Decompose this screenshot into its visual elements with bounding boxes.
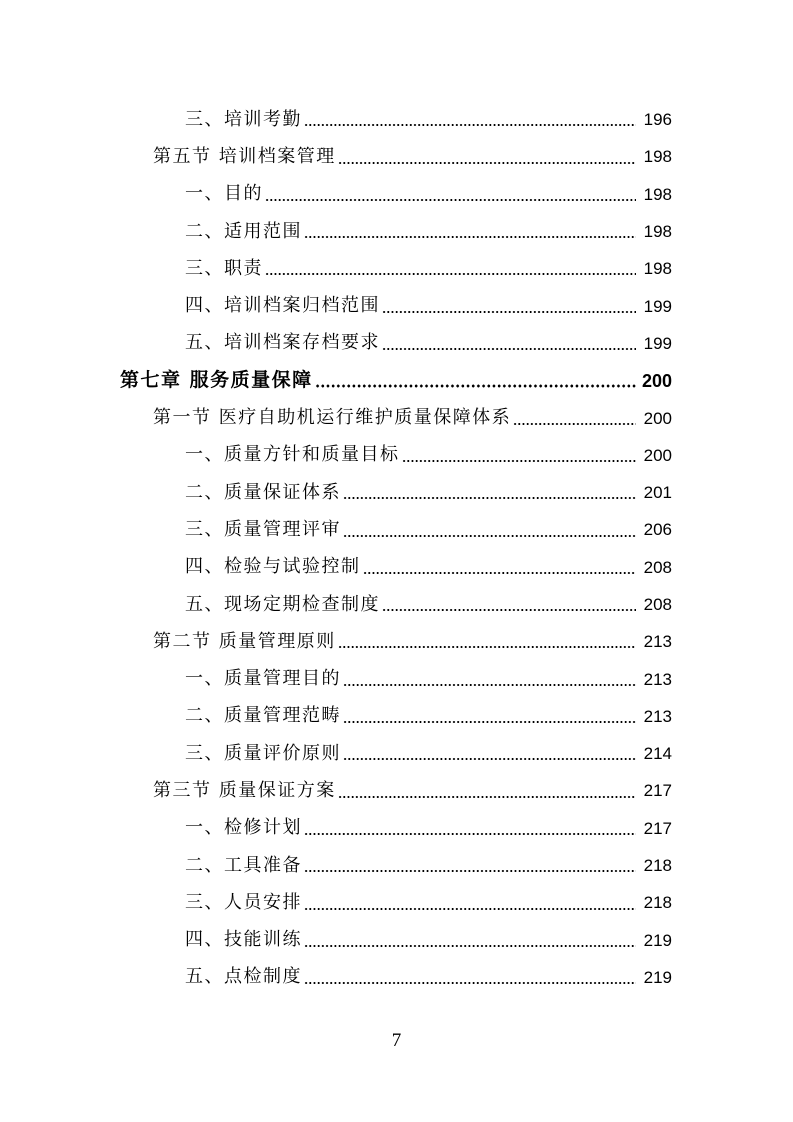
toc-entry-page: 213 <box>643 669 672 689</box>
toc-entry-page: 213 <box>643 706 672 726</box>
dot-leader <box>363 571 637 575</box>
toc-entry-item[interactable] <box>0 586 793 623</box>
toc-entry-page: 196 <box>643 110 672 130</box>
toc-entry-chapter[interactable] <box>0 362 793 399</box>
page-number: 7 <box>391 1030 402 1051</box>
dot-leader <box>304 235 636 239</box>
table-of-contents <box>0 101 793 996</box>
toc-entry-section[interactable] <box>0 772 793 809</box>
toc-entry-item[interactable] <box>0 287 793 324</box>
toc-entry-page: 199 <box>643 296 672 316</box>
toc-entry-label: 四、技能训练 <box>185 929 302 951</box>
toc-entry-page: 200 <box>643 445 672 465</box>
dot-leader <box>402 459 637 463</box>
toc-entry-page: 200 <box>643 408 672 428</box>
toc-entry-label: 二、质量保证体系 <box>185 481 341 503</box>
toc-entry-item[interactable] <box>0 511 793 548</box>
toc-entry-label: 第五节 培训档案管理 <box>153 145 336 167</box>
toc-entry-section[interactable] <box>0 138 793 175</box>
toc-entry-item[interactable] <box>0 549 793 586</box>
toc-entry-item[interactable] <box>0 213 793 250</box>
toc-entry-page: 200 <box>641 370 672 391</box>
dot-leader <box>343 757 636 761</box>
toc-entry-label: 一、质量方针和质量目标 <box>185 444 400 466</box>
toc-entry-page: 198 <box>643 222 672 242</box>
toc-entry-page: 198 <box>643 147 672 167</box>
toc-entry-item[interactable] <box>0 660 793 697</box>
dot-leader <box>382 310 636 314</box>
dot-leader <box>315 384 636 388</box>
toc-entry-label: 三、人员安排 <box>185 891 302 913</box>
toc-entry-label: 一、目的 <box>185 183 263 205</box>
toc-entry-label: 三、职责 <box>185 257 263 279</box>
toc-entry-label: 五、点检制度 <box>185 966 302 988</box>
dot-leader <box>343 683 636 687</box>
dot-leader <box>304 944 636 948</box>
dot-leader <box>338 161 636 165</box>
toc-entry-item[interactable] <box>0 474 793 511</box>
toc-entry-label: 三、质量管理评审 <box>185 518 341 540</box>
toc-entry-label: 五、现场定期检查制度 <box>185 593 380 615</box>
toc-entry-item[interactable] <box>0 884 793 921</box>
toc-entry-label: 三、质量评价原则 <box>185 742 341 764</box>
dot-leader <box>304 981 636 985</box>
dot-leader <box>304 869 636 873</box>
toc-entry-item[interactable] <box>0 959 793 996</box>
toc-entry-label: 二、质量管理范畴 <box>185 705 341 727</box>
dot-leader <box>382 347 636 351</box>
dot-leader <box>382 608 636 612</box>
dot-leader <box>338 645 636 649</box>
toc-entry-section[interactable] <box>0 399 793 436</box>
toc-entry-page: 198 <box>643 259 672 279</box>
dot-leader <box>304 832 636 836</box>
dot-leader <box>304 123 636 127</box>
dot-leader <box>343 496 636 500</box>
toc-entry-label: 第七章 服务质量保障 <box>120 369 313 392</box>
toc-entry-item[interactable] <box>0 847 793 884</box>
toc-entry-item[interactable] <box>0 698 793 735</box>
toc-entry-page: 219 <box>643 930 672 950</box>
dot-leader <box>304 907 636 911</box>
dot-leader <box>338 795 636 799</box>
toc-entry-page: 218 <box>643 893 672 913</box>
toc-entry-page: 214 <box>643 744 672 764</box>
toc-entry-label: 三、培训考勤 <box>185 108 302 130</box>
toc-entry-item[interactable] <box>0 810 793 847</box>
toc-entry-page: 208 <box>643 557 672 577</box>
toc-entry-item[interactable] <box>0 250 793 287</box>
toc-entry-page: 213 <box>643 632 672 652</box>
toc-entry-page: 201 <box>643 483 672 503</box>
toc-entry-item[interactable] <box>0 735 793 772</box>
toc-entry-label: 四、检验与试验控制 <box>185 556 361 578</box>
toc-entry-section[interactable] <box>0 623 793 660</box>
toc-entry-page: 217 <box>643 818 672 838</box>
toc-entry-item[interactable] <box>0 922 793 959</box>
dot-leader <box>343 534 636 538</box>
toc-entry-label: 五、培训档案存档要求 <box>185 332 380 354</box>
toc-entry-label: 二、工具准备 <box>185 854 302 876</box>
toc-entry-label: 第二节 质量管理原则 <box>153 630 336 652</box>
dot-leader <box>265 272 636 276</box>
toc-entry-label: 四、培训档案归档范围 <box>185 295 380 317</box>
toc-entry-label: 一、检修计划 <box>185 817 302 839</box>
toc-entry-label: 第三节 质量保证方案 <box>153 779 336 801</box>
toc-entry-page: 206 <box>643 520 672 540</box>
toc-entry-page: 219 <box>643 967 672 987</box>
dot-leader <box>343 720 636 724</box>
toc-entry-label: 一、质量管理目的 <box>185 668 341 690</box>
toc-entry-item[interactable] <box>0 325 793 362</box>
toc-entry-label: 第一节 医疗自助机运行维护质量保障体系 <box>153 407 512 429</box>
toc-entry-label: 二、适用范围 <box>185 220 302 242</box>
dot-leader <box>265 198 636 202</box>
dot-leader <box>513 422 636 426</box>
toc-entry-page: 199 <box>643 333 672 353</box>
toc-entry-page: 198 <box>643 184 672 204</box>
toc-entry-page: 208 <box>643 595 672 614</box>
toc-entry-page: 217 <box>643 781 672 801</box>
toc-entry-item[interactable] <box>0 101 793 138</box>
toc-entry-item[interactable] <box>0 437 793 474</box>
toc-entry-item[interactable] <box>0 176 793 213</box>
toc-entry-page: 218 <box>643 856 672 876</box>
